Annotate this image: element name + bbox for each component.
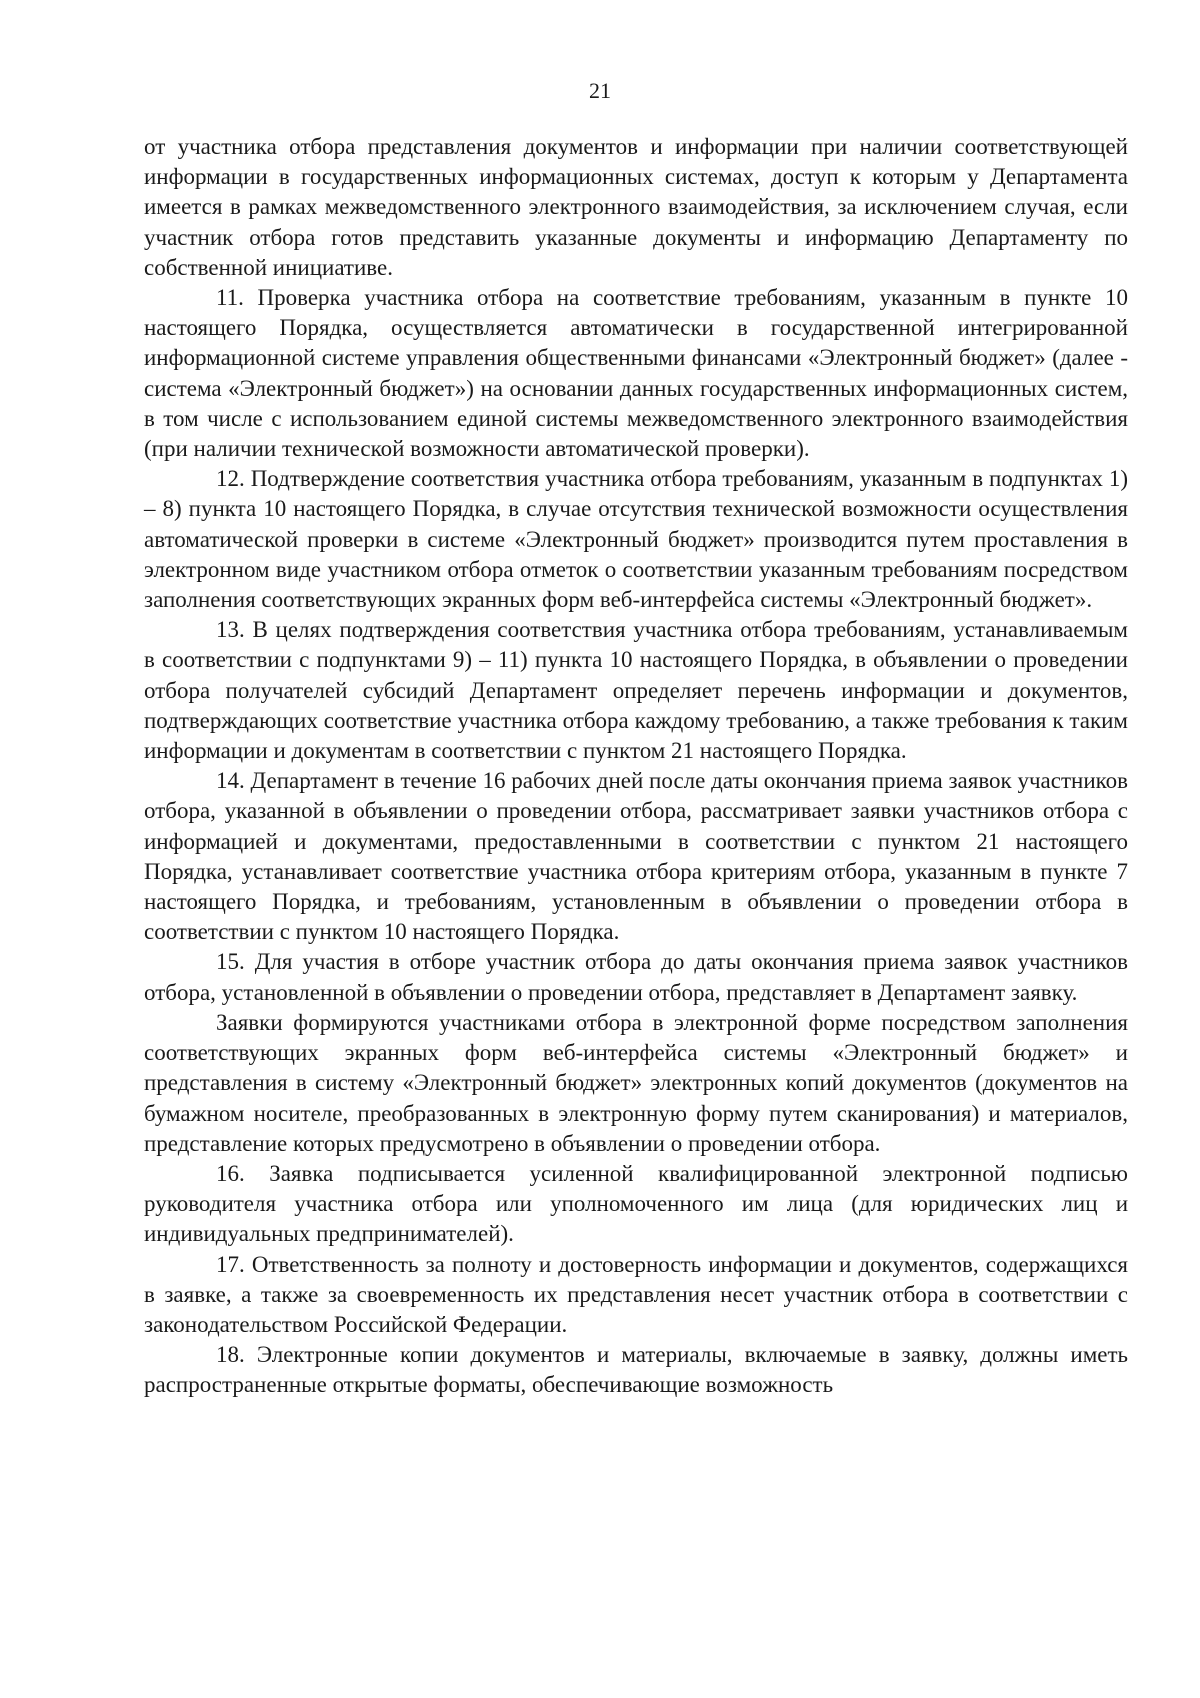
paragraph-item-16: 16. Заявка подписывается усиленной квалифицированной электронной подписью руководителя участника отбора или уполномоченного им лица (для юридических лиц и индивидуальных предпринимателей). bbox=[144, 1160, 1128, 1247]
paragraph-item-14: 14. Департамент в течение 16 рабочих дней после даты окончания приема заявок участников отбора, указанной в объявлении о проведении отбора, рассматривает заявки участников отбора с информацией и документами, предоставленными в соответствии с пунктом 21 настоящего Порядка, устанавливает соответствие участника отбора критериям отбора, указанным в пункте 7 настоящего Порядка, и требованиям, установленным в объявлении о проведении отбора в соответствии с пунктом 10 настоящего Порядка. bbox=[144, 768, 1128, 945]
paragraph-item-17: 17. Ответственность за полноту и достоверность информации и документов, содержащихся в заявке, а также за своевременность их представления несет участник отбора в соответствии с законодательством Российской Федерации. bbox=[144, 1251, 1128, 1337]
paragraph-item-15: 15. Для участия в отборе участник отбора до даты окончания приема заявок участников отбора, установленной в объявлении о проведении отбора, представляет в Департамент заявку. bbox=[144, 949, 1128, 1005]
page-number: 21 bbox=[589, 78, 611, 103]
paragraph-item-13: 13. В целях подтверждения соответствия участника отбора требованиям, устанавливаемым в соответствии с подпунктами 9) – 11) пункта 10 настоящего Порядка, в объявлении о проведении отбора получателей субсидий Департамент определяет перечень информации и документов, подтверждающих соответствие участника отбора каждому требованию, а также требования к таким информации и документам в соответствии с пунктом 21 настоящего Порядка. bbox=[144, 617, 1128, 764]
paragraph-continuation: от участника отбора представления документов и информации при наличии соответствующей информации в государственных информационных системах, доступ к которым у Департамента имеется в рамках межведомственного электронного взаимодействия, за исключением случая, если участник отбора готов представить указанные документы и информацию Департаменту по собственной инициативе. bbox=[144, 134, 1128, 280]
paragraph-item-12: 12. Подтверждение соответствия участника отбора требованиям, указанным в подпунктах 1) – 8) пункта 10 настоящего Порядка, в случае отсутствия технической возможности осуществления автоматической проверки в системе «Электронный бюджет» производится путем проставления в электронном виде участником отбора отметок о соответствии указанным требованиям посредством заполнения соответствующих экранных форм веб-интерфейса системы «Электронный бюджет». bbox=[144, 466, 1128, 613]
paragraph-item-18: 18. Электронные копии документов и материалы, включаемые в заявку, должны иметь распространенные открытые форматы, обеспечивающие возможность bbox=[144, 1342, 1128, 1398]
document-body bbox=[144, 132, 1128, 1401]
paragraph-applications: Заявки формируются участниками отбора в электронной форме посредством заполнения соответствующих экранных форм веб-интерфейса системы «Электронный бюджет» и представления в систему «Электронный бюджет» электронных копий документов (документов на бумажном носителе, преобразованных в электронную форму путем сканирования) и материалов, представление которых предусмотрено в объявлении о проведении отбора. bbox=[144, 1009, 1128, 1156]
paragraph-item-11: 11. Проверка участника отбора на соответствие требованиям, указанным в пункте 10 настоящего Порядка, осуществляется автоматически в государственной интегрированной информационной системе управления общественными финансами «Электронный бюджет» (далее - система «Электронный бюджет») на основании данных государственных информационных систем, в том числе с использованием единой системы межведомственного электронного взаимодействия (при наличии технической возможности автоматической проверки). bbox=[144, 285, 1128, 462]
